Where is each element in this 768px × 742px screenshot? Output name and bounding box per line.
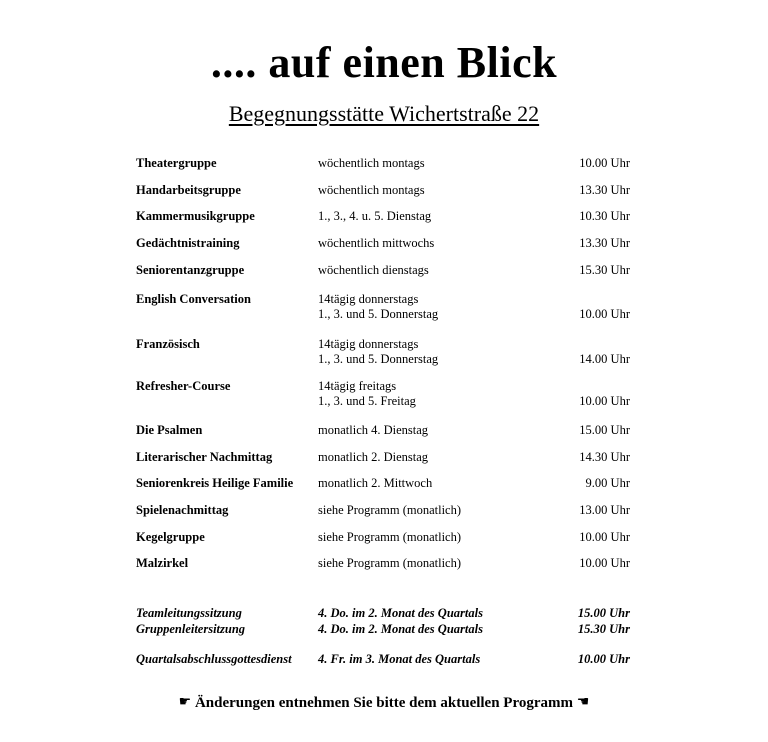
meeting-name: Quartalsabschlussgottesdienst [136, 652, 292, 666]
group-schedule [318, 423, 428, 438]
group-schedule-line: 1., 3. und 5. Freitag [318, 394, 416, 408]
footer-note [0, 693, 768, 712]
group-schedule-line: siehe Programm (monatlich) [318, 530, 462, 544]
group-name: Kegelgruppe [136, 530, 205, 544]
group-name: Spielenachmittag [136, 503, 229, 517]
group-time: 10.00 Uhr [579, 556, 630, 570]
group-name: Seniorentanzgruppe [136, 263, 245, 277]
footer-text: Änderungen entnehmen Sie bitte dem aktuellen Programm [194, 695, 574, 711]
group-name: English Conversation [136, 292, 251, 306]
group-row [136, 556, 636, 586]
group-time: 10.00 Uhr [579, 156, 630, 170]
group-name: Französisch [136, 337, 200, 351]
group-schedule [318, 236, 434, 251]
group-schedule-line: monatlich 2. Dienstag [318, 450, 429, 464]
meeting-schedule [318, 606, 483, 621]
group-name: Die Psalmen [136, 423, 203, 437]
group-schedule [318, 503, 461, 518]
group-row [136, 236, 636, 266]
group-name: Literarischer Nachmittag [136, 450, 273, 464]
group-schedule [318, 530, 461, 545]
group-schedule [318, 476, 432, 491]
group-time: 10.00 Uhr [579, 307, 630, 321]
meeting-name: Teamleitungssitzung [136, 606, 242, 620]
meeting-row [136, 622, 636, 652]
group-row [136, 379, 636, 409]
group-schedule-line: 1., 3., 4. u. 5. Dienstag [318, 209, 432, 223]
group-row [136, 423, 636, 453]
group-time: 13.30 Uhr [579, 183, 630, 197]
group-time: 13.30 Uhr [579, 236, 630, 250]
group-schedule-line: 1., 3. und 5. Donnerstag [318, 352, 439, 366]
group-schedule-line: siehe Programm (monatlich) [318, 503, 462, 517]
group-schedule-line: wöchentlich mittwochs [318, 236, 435, 250]
group-time: 10.00 Uhr [579, 394, 630, 408]
group-row [136, 292, 636, 322]
meeting-schedule-line: 4. Fr. im 3. Monat des Quartals [318, 652, 481, 666]
group-schedule-line: 14tägig donnerstags [318, 337, 419, 351]
meeting-schedule-line: 4. Do. im 2. Monat des Quartals [318, 606, 483, 620]
group-schedule [318, 263, 429, 278]
meeting-name: Gruppenleitersitzung [136, 622, 246, 636]
group-schedule-line: monatlich 2. Mittwoch [318, 476, 433, 490]
group-schedule [318, 292, 438, 322]
meeting-time: 10.00 Uhr [577, 652, 630, 666]
group-schedule [318, 156, 425, 171]
group-schedule-line: 1., 3. und 5. Donnerstag [318, 307, 439, 321]
group-time: 10.30 Uhr [579, 209, 630, 223]
group-time: 13.00 Uhr [579, 503, 630, 517]
group-name: Gedächtnistraining [136, 236, 240, 250]
group-schedule-line: siehe Programm (monatlich) [318, 556, 462, 570]
group-name: Theatergruppe [136, 156, 217, 170]
group-row [136, 476, 636, 506]
group-schedule [318, 450, 428, 465]
meeting-row [136, 652, 636, 682]
group-schedule [318, 556, 461, 571]
group-schedule [318, 379, 416, 409]
subtitle-text: Begegnungsstätte Wichertstraße 22 [228, 101, 540, 126]
page-subtitle [0, 101, 768, 127]
group-time: 15.30 Uhr [579, 263, 630, 277]
group-schedule [318, 183, 425, 198]
group-row [136, 209, 636, 239]
group-row [136, 503, 636, 533]
group-schedule-line: wöchentlich montags [318, 156, 425, 170]
meeting-time: 15.30 Uhr [577, 622, 630, 636]
group-name: Malzirkel [136, 556, 189, 570]
group-schedule-line: wöchentlich dienstags [318, 263, 429, 277]
group-schedule-line: 14tägig donnerstags [318, 292, 419, 306]
group-schedule-line: 14tägig freitags [318, 379, 397, 393]
page-title: .... auf einen Blick [210, 38, 558, 87]
group-time: 15.00 Uhr [579, 423, 630, 437]
group-row [136, 156, 636, 186]
group-name: Seniorenkreis Heilige Familie [136, 476, 294, 490]
group-time: 10.00 Uhr [579, 530, 630, 544]
group-schedule [318, 209, 431, 224]
pointing-hand-right-icon: ☛ [178, 694, 192, 710]
group-schedule [318, 337, 438, 367]
group-schedule-line: wöchentlich montags [318, 183, 425, 197]
group-name: Refresher-Course [136, 379, 231, 393]
meeting-schedule [318, 622, 483, 637]
group-row [136, 337, 636, 367]
group-name: Handarbeitsgruppe [136, 183, 241, 197]
group-row [136, 263, 636, 293]
pointing-hand-left-icon: ☚ [576, 694, 590, 710]
meeting-schedule [318, 652, 480, 667]
group-schedule-line: monatlich 4. Dienstag [318, 423, 429, 437]
group-name: Kammermusikgruppe [136, 209, 255, 223]
meeting-time: 15.00 Uhr [577, 606, 630, 620]
group-time: 14.30 Uhr [579, 450, 630, 464]
meeting-schedule-line: 4. Do. im 2. Monat des Quartals [318, 622, 483, 636]
group-time: 14.00 Uhr [579, 352, 630, 366]
group-time: 9.00 Uhr [585, 476, 630, 490]
